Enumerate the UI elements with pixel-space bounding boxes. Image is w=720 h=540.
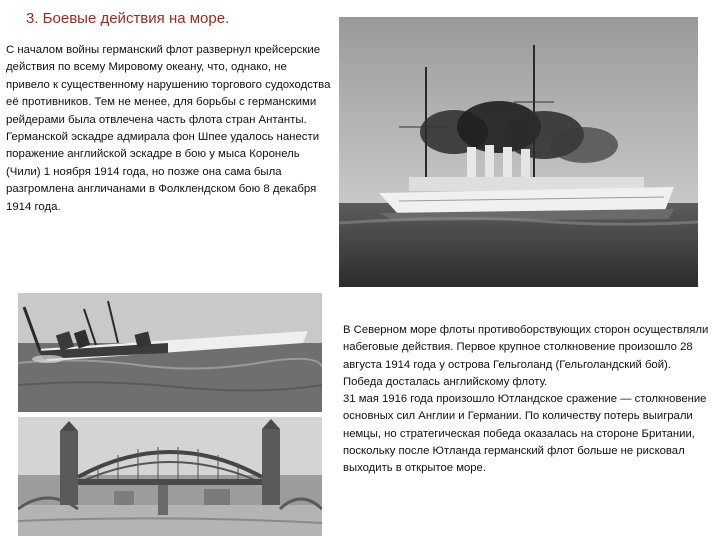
right-paragraph-2: 31 мая 1916 года произошло Ютландское сражение — столкновение основных сил Англии и Германии. По количеству потерь выиграли немцы, но стратегическая победа оказалась на стороне Британии, поскольку после Ютланда германский флот больше не рисковал выходить в открытое море. (343, 393, 707, 475)
right-text-block (343, 322, 713, 478)
photo-warship-cruiser (339, 17, 698, 287)
slide-title: 3. Боевые действия на море. (26, 10, 230, 27)
right-paragraph-1: В Северном море флоты противоборствующих сторон осуществляли набеговые действия. Первое крупное столкновение произошло 28 августа 1914 года у острова Гельголанд (Гельголандский бой). Победа досталась английскому флоту. (343, 324, 709, 388)
photo-bridge-city (18, 417, 322, 536)
left-paragraph: С началом войны германский флот развернул крейсерские действия по всему Мировому океану, что, однако, не привело к существенному нарушению торгового судоходства её противников. Тем не менее, для борьбы с германскими рейдерами была отвлечена часть флота стран Антанты. Германской эскадре адмирала фон Шпее удалось нанести поражение английской эскадре в бою у мыса Коронель (Чили) 1 ноября 1914 года, но позже она сама была разгромлена англичанами в Фолклендском бою 8 декабря 1914 года. (6, 44, 331, 213)
left-text-block (6, 42, 331, 216)
photo-sinking-ship (18, 293, 322, 412)
